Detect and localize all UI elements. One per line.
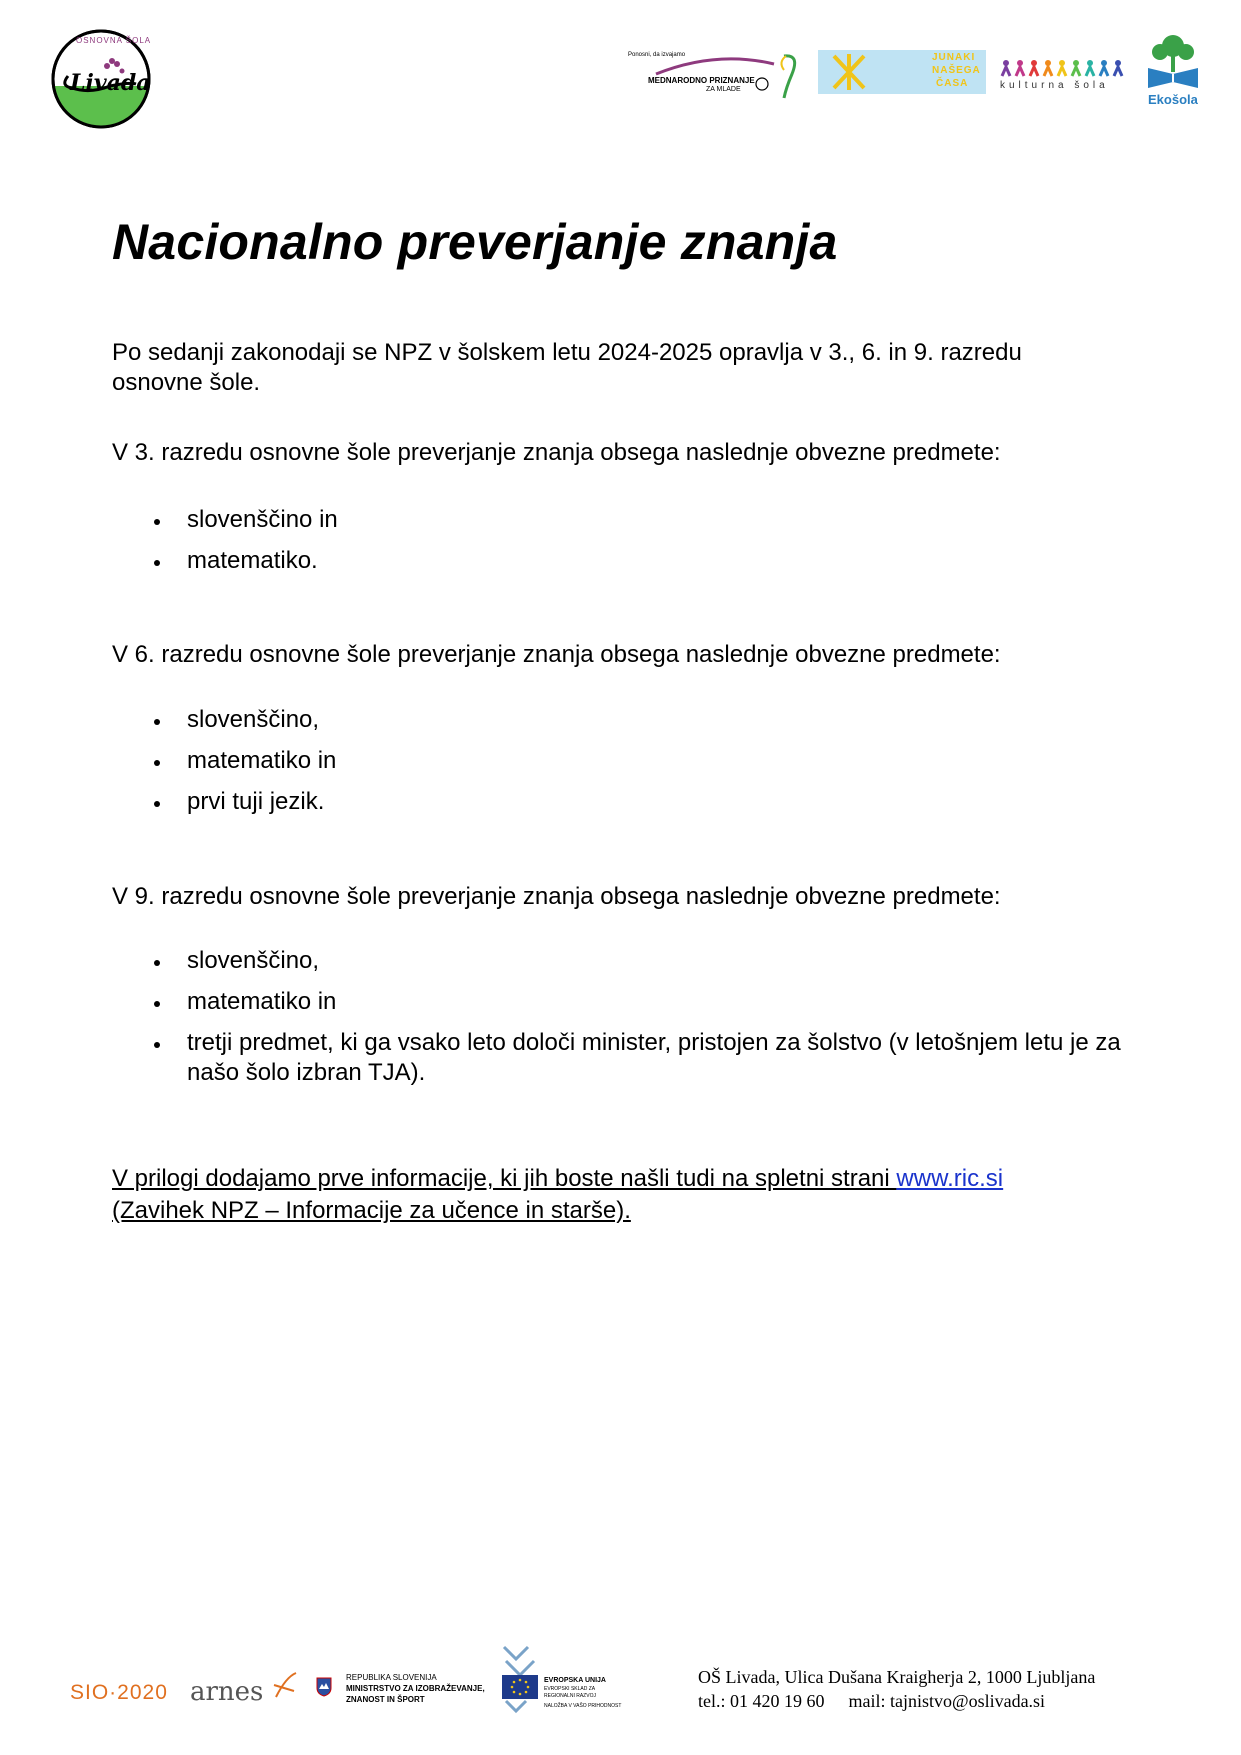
- ekosola-logo: [1142, 32, 1204, 108]
- school-address-block: [698, 1665, 1095, 1713]
- phone-text: tel.: 01 420 19 60: [698, 1691, 825, 1711]
- grade6-subject-list: [112, 705, 336, 828]
- eu-line3: REGIONALNI RAZVOJ: [544, 1693, 596, 1699]
- junaki-line3: ČASA: [936, 78, 969, 89]
- ekosola-text: Ekošola: [1148, 92, 1198, 107]
- school-logo: [50, 28, 152, 130]
- junaki-line2: NAŠEGA: [932, 65, 981, 76]
- ric-link[interactable]: www.ric.si: [896, 1165, 1004, 1192]
- arnes-logo: [190, 1671, 300, 1711]
- list-item: prvi tuji jezik.: [112, 787, 336, 817]
- mail-text: mail: tajnistvo@oslivada.si: [848, 1691, 1046, 1711]
- mednarodno-line1: Ponosni, da izvajamo: [628, 52, 686, 58]
- mednarodno-line2: MEDNARODNO PRIZNANJE: [648, 76, 755, 85]
- kulturna-sola-logo: [1000, 58, 1130, 98]
- sio-logo: SIO·2020: [70, 1681, 168, 1704]
- list-item: slovenščino,: [112, 946, 1142, 976]
- eu-logo: [500, 1645, 700, 1715]
- attachment-note: [112, 1163, 1112, 1227]
- list-item: tretji predmet, ki ga vsako leto določi minister, pristojen za šolstvo (v letošnjem letu je za našo šolo izbran TJA).: [112, 1028, 1142, 1088]
- kulturna-sola-text: kulturna šola: [1000, 80, 1109, 91]
- grade9-subject-list: [112, 946, 1142, 1099]
- intro-paragraph: Po sedanji zakonodaji se NPZ v šolskem letu 2024-2025 opravlja v 3., 6. in 9. razredu osnovne šole.: [112, 339, 1022, 396]
- attachment-text: V prilogi dodajamo prve informacije, ki jih boste našli tudi na spletni strani: [112, 1165, 897, 1192]
- ministry-logo: [316, 1673, 516, 1717]
- junaki-line1: JUNAKI: [932, 52, 976, 63]
- grade6-intro: V 6. razredu osnovne šole preverjanje znanja obsega naslednje obvezne predmete:: [112, 641, 1001, 668]
- eu-line2: EVROPSKI SKLAD ZA: [544, 1686, 596, 1692]
- eu-line4: NALOŽBA V VAŠO PRIHODNOST: [544, 1703, 622, 1709]
- school-logo-name: Livada: [70, 70, 151, 96]
- page-title: Nacionalno preverjanje znanja: [112, 214, 838, 270]
- list-item: matematiko.: [112, 546, 338, 576]
- contact-line: [698, 1689, 1095, 1713]
- list-item: matematiko in: [112, 746, 336, 776]
- list-item: matematiko in: [112, 987, 1142, 1017]
- ministry-line3: ZNANOST IN ŠPORT: [346, 1695, 425, 1704]
- grade9-intro: V 9. razredu osnovne šole preverjanje znanja obsega naslednje obvezne predmete:: [112, 883, 1001, 910]
- school-logo-top-text: OSNOVNA ŠOLA: [76, 36, 152, 45]
- attachment-tab-note: (Zavihek NPZ – Informacije za učence in starše).: [112, 1197, 631, 1224]
- mednarodno-line3: ZA MLADE: [706, 86, 741, 93]
- eu-line1: EVROPSKA UNIJA: [544, 1677, 606, 1684]
- arnes-text: arnes: [190, 1677, 264, 1707]
- ministry-line2: MINISTRSTVO ZA IZOBRAŽEVANJE,: [346, 1684, 485, 1693]
- grade3-subject-list: [112, 505, 338, 587]
- mednarodno-priznanje-logo: [626, 52, 806, 100]
- junaki-nasega-casa-logo: [818, 50, 986, 94]
- list-item: slovenščino,: [112, 705, 336, 735]
- grade3-intro: V 3. razredu osnovne šole preverjanje znanja obsega naslednje obvezne predmete:: [112, 439, 1001, 466]
- ministry-line1: REPUBLIKA SLOVENIJA: [346, 1673, 437, 1682]
- address-line: OŠ Livada, Ulica Dušana Kraigherja 2, 1000 Ljubljana: [698, 1667, 1096, 1687]
- list-item: slovenščino in: [112, 505, 338, 535]
